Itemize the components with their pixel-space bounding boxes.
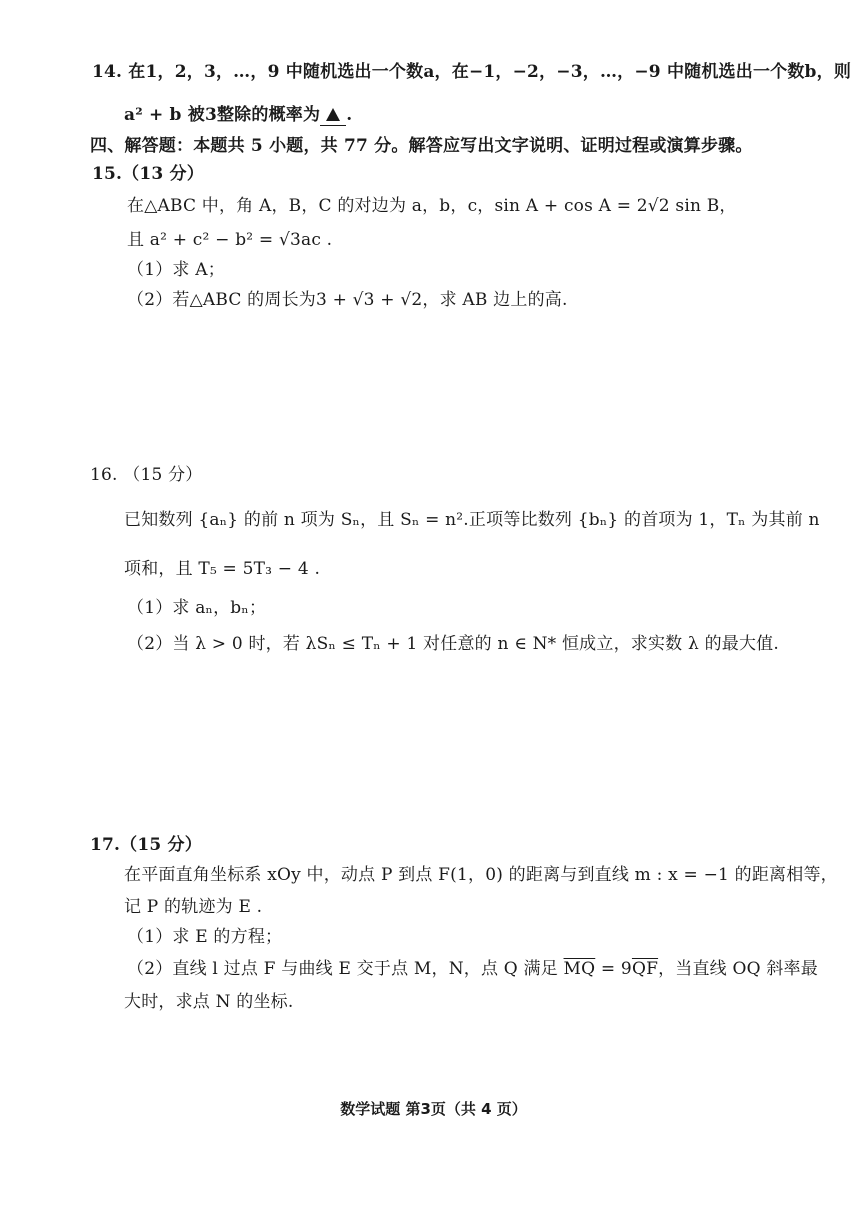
q17-part2 bbox=[127, 957, 818, 981]
q16-line1: 已知数列 {aₙ} 的前 n 项为 Sₙ，且 Sₙ = n².正项等比数列 {bₙ} 的首项为 1，Tₙ 为其前 n bbox=[124, 510, 820, 530]
q16-number: 16. （15 分） bbox=[90, 465, 203, 485]
q14-line2-text: a² + b 被3整除的概率为 bbox=[124, 105, 321, 125]
q15-part2: （2）若△ABC 的周长为3 + √3 + √2，求 AB 边上的高. bbox=[127, 290, 568, 310]
q15-line1: 在△ABC 中，角 A，B，C 的对边为 a，b，c，sin A + cos A = 2√2 sin B， bbox=[127, 196, 737, 216]
q17-part2-c: ，当直线 OQ 斜率最 bbox=[658, 959, 818, 979]
q14-line2 bbox=[124, 103, 352, 127]
triangle-icon bbox=[326, 108, 340, 121]
q16-line2: 项和，且 T₅ = 5T₃ − 4 . bbox=[124, 559, 321, 579]
q15-part1: （1）求 A； bbox=[127, 260, 225, 280]
q17-number: 17.（15 分） bbox=[90, 835, 202, 855]
section-heading: 四、解答题：本题共 5 小题，共 77 分。解答应写出文字说明、证明过程或演算步骤。 bbox=[90, 136, 753, 156]
q17-line2: 记 P 的轨迹为 E . bbox=[124, 897, 263, 917]
q17-part1: （1）求 E 的方程； bbox=[127, 927, 283, 947]
q17-part2-b: = 9 bbox=[595, 959, 632, 979]
answer-blank bbox=[320, 105, 346, 126]
q14-line1: 14. 在1，2，3，…，9 中随机选出一个数a，在−1，−2，−3，…，−9 中随机选出一个数b，则 bbox=[92, 62, 852, 82]
q16-part2: （2）当 λ > 0 时，若 λSₙ ≤ Tₙ + 1 对任意的 n ∈ N* 恒成立，求实数 λ 的最大值. bbox=[127, 634, 779, 654]
page-footer: 数学试题 第3页（共 4 页） bbox=[340, 1100, 527, 1118]
q17-part2-a: （2）直线 l 过点 F 与曲线 E 交于点 M，N，点 Q 满足 bbox=[127, 959, 564, 979]
q15-line2: 且 a² + c² − b² = √3ac . bbox=[127, 230, 333, 250]
vector-qf: $\overline{QF}$ bbox=[631, 959, 659, 979]
q17-part2-line2: 大时，求点 N 的坐标. bbox=[124, 992, 294, 1012]
q17-line1: 在平面直角坐标系 xOy 中，动点 P 到点 F(1，0) 的距离与到直线 m : x = −1 的距离相等， bbox=[124, 865, 838, 885]
q14-line2-end: . bbox=[346, 105, 353, 125]
q15-number: 15.（13 分） bbox=[92, 164, 204, 184]
vector-mq: $\overline{MQ}$ bbox=[563, 959, 596, 979]
q16-part1: （1）求 aₙ，bₙ； bbox=[127, 598, 267, 618]
